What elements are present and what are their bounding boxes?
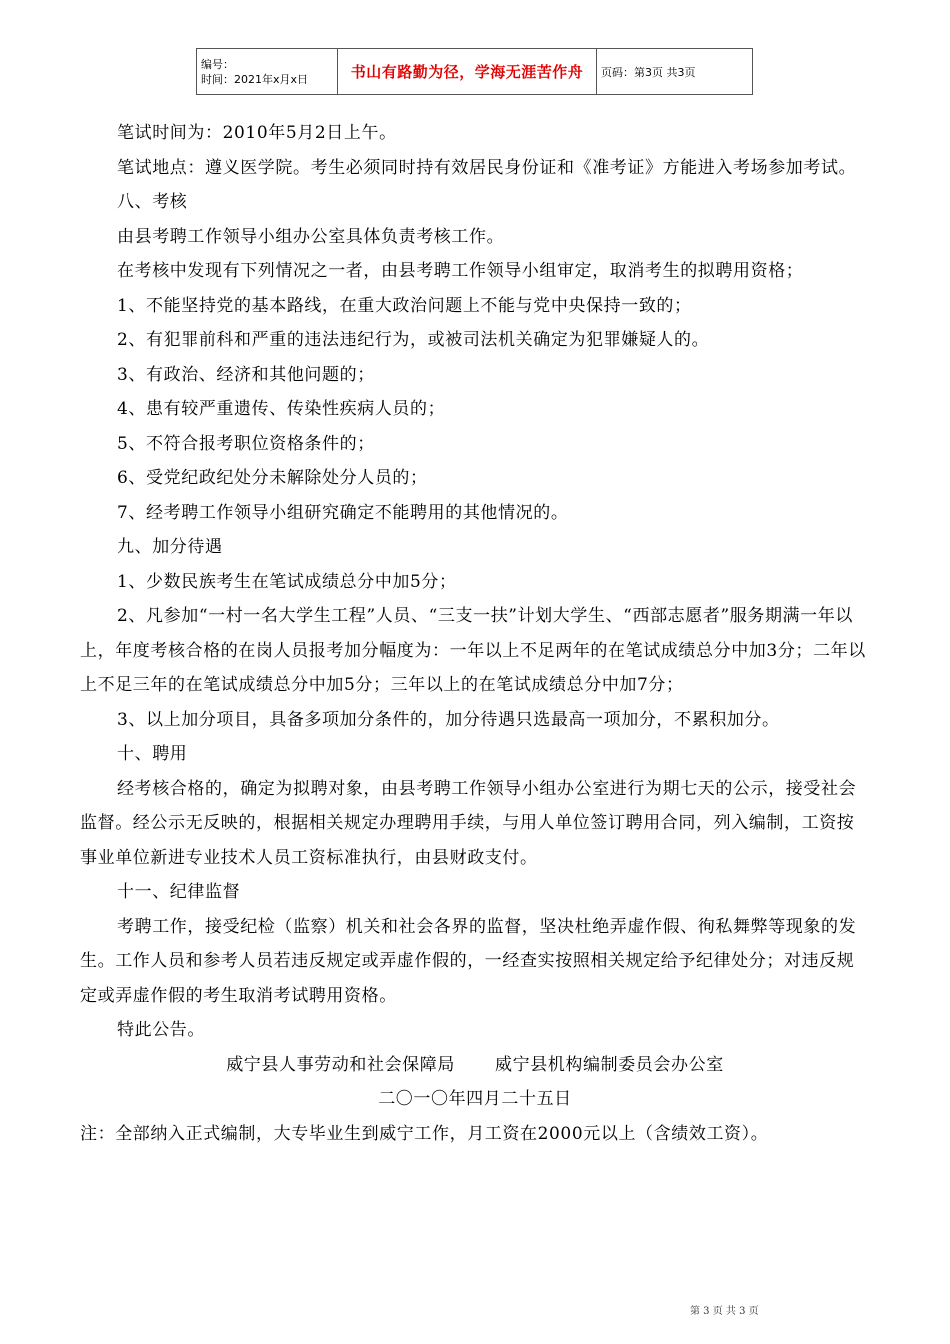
- signature-date: 二〇一〇年四月二十五日: [378, 1089, 572, 1109]
- page-header: [196, 48, 753, 95]
- exam-time: 笔试时间为：2010年5月2日上午。: [117, 123, 397, 143]
- list-item: 2、凡参加“一村一名大学生工程”人员、“三支一扶”计划大学生、“西部志愿者”服务期满一年以上，年度考核合格的在岗人员报考加分幅度为：一年以上不足两年的在笔试成绩总分中加3分；二年以上不足三年的在笔试成绩总分中加5分；三年以上的在笔试成绩总分中加7分；: [80, 606, 866, 695]
- note: 注：全部纳入正式编制，大专毕业生到威宁工作，月工资在2000元以上（含绩效工资）。: [80, 1123, 769, 1144]
- signature-org-2: 威宁县机构编制委员会办公室: [495, 1054, 724, 1075]
- number-label: 编号：: [201, 57, 234, 71]
- list-item: 3、以上加分项目，具备多项加分条件的，加分待遇只选最高一项加分，不累积加分。: [117, 709, 780, 730]
- section-heading-employment: 十、聘用: [117, 744, 188, 764]
- list-item: 6、受党纪政纪处分未解除处分人员的；: [117, 468, 428, 488]
- time-label: 时间：2021年x月x日: [201, 72, 309, 86]
- exam-location: 笔试地点：遵义医学院。考生必须同时持有效居民身份证和《准考证》方能进入考场参加考试。: [117, 157, 857, 178]
- list-item: 5、不符合报考职位资格条件的；: [117, 433, 375, 454]
- signature-orgs: [80, 1048, 870, 1083]
- list-item: 7、经考聘工作领导小组研究确定不能聘用的其他情况的。: [117, 502, 569, 523]
- document-body: [80, 116, 870, 1151]
- paragraph: 由县考聘工作领导小组办公室具体负责考核工作。: [117, 226, 505, 247]
- list-item: 1、少数民族考生在笔试成绩总分中加5分；: [117, 571, 457, 592]
- section-heading-discipline: 十一、纪律监督: [117, 882, 241, 902]
- paragraph: 经考核合格的，确定为拟聘对象，由县考聘工作领导小组办公室进行为期七天的公示，接受社会监督。经公示无反映的，根据相关规定办理聘用手续，与用人单位签订聘用合同，列入编制，工资按事业单位新进专业技术人员工资标准执行，由县财政支付。: [80, 778, 857, 868]
- paragraph: 在考核中发现有下列情况之一者，由县考聘工作领导小组审定，取消考生的拟聘用资格；: [117, 261, 804, 281]
- paragraph: 考聘工作，接受纪检（监察）机关和社会各界的监督，坚决杜绝弄虚作假、徇私舞弊等现象的发生。工作人员和参考人员若违反规定或弄虚作假的，一经查实按照相关规定给予纪律处分；对违反规定或弄虚作假的考生取消考试聘用资格。: [80, 916, 857, 1006]
- section-heading-assessment: 八、考核: [117, 192, 188, 212]
- header-left-cell: [197, 49, 338, 95]
- signature-org-1: 威宁县人事劳动和社会保障局: [226, 1054, 455, 1075]
- header-motto: 书山有路勤为径，学海无涯苦作舟: [338, 49, 597, 95]
- list-item: 3、有政治、经济和其他问题的；: [117, 364, 375, 385]
- list-item: 2、有犯罪前科和严重的违法违纪行为，或被司法机关确定为犯罪嫌疑人的。: [117, 330, 710, 350]
- section-heading-bonus: 九、加分待遇: [117, 537, 223, 557]
- list-item: 4、患有较严重遗传、传染性疾病人员的；: [117, 399, 446, 419]
- page-footer: 第 3 页 共 3 页: [690, 1306, 759, 1317]
- closing-statement: 特此公告。: [117, 1020, 205, 1040]
- list-item: 1、不能坚持党的基本路线，在重大政治问题上不能与党中央保持一致的；: [117, 295, 692, 316]
- header-page-label: 页码：第3页 共3页: [597, 49, 753, 95]
